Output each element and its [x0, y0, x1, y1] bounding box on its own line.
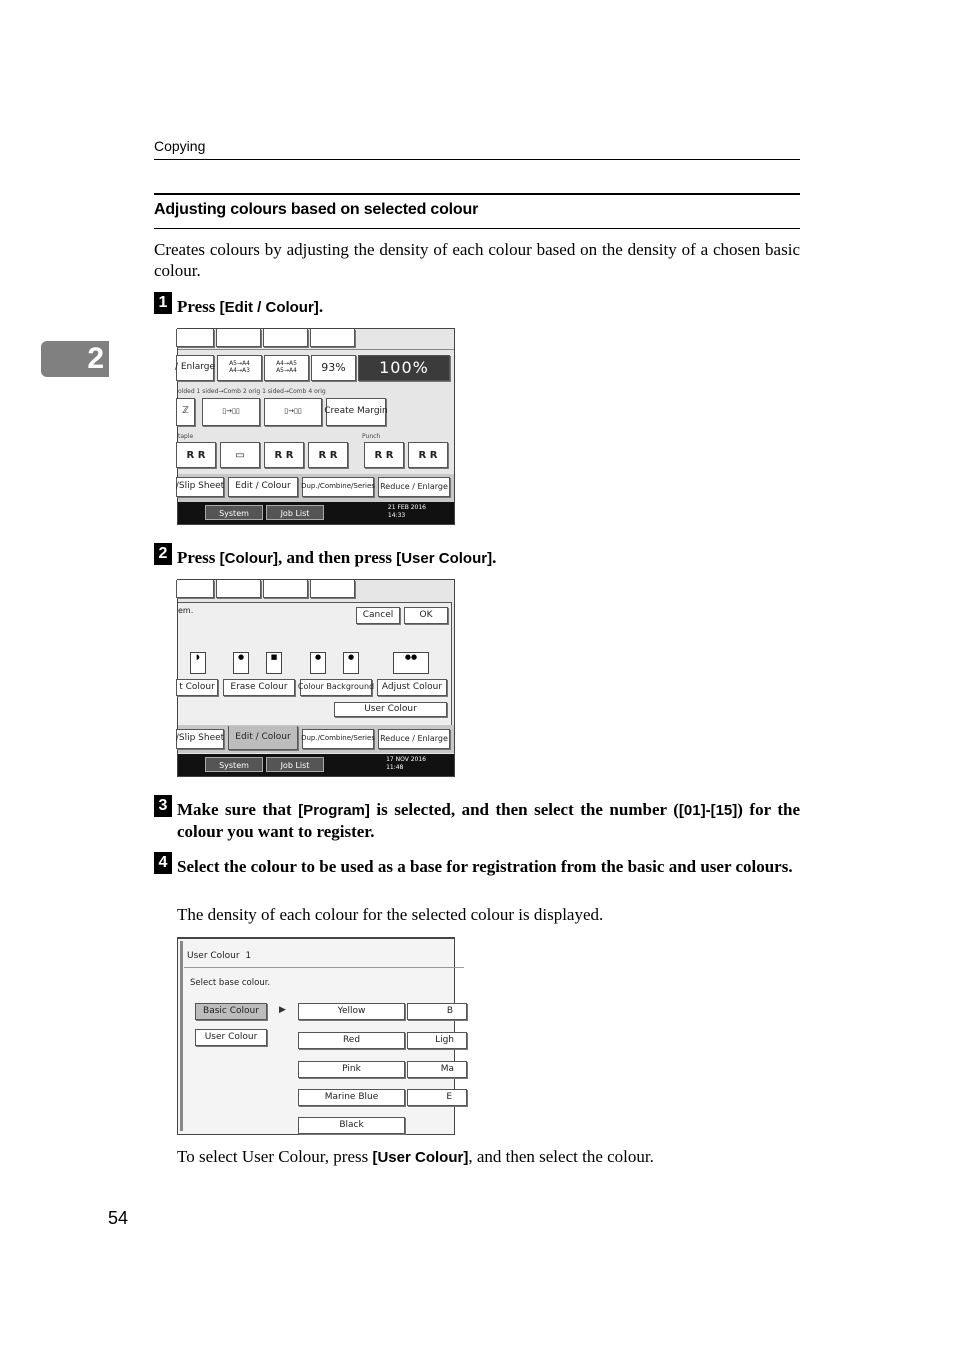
step-2-mid: , and then press — [277, 548, 397, 567]
step-3-text — [177, 799, 800, 842]
top-tab-3[interactable] — [263, 580, 308, 598]
section-top-rule — [154, 193, 800, 195]
job-list-button[interactable]: Job List — [266, 757, 324, 772]
colour-cut-button-3[interactable]: Ma — [407, 1061, 467, 1078]
section-title: Adjusting colours based on selected colour — [154, 201, 479, 218]
step-3-mid: is selected, and then select the number ( — [369, 800, 679, 819]
tab-edit-colour[interactable]: Edit / Colour — [228, 726, 298, 750]
closing-text — [177, 1146, 654, 1168]
fold-icon[interactable]: ℤ — [176, 398, 195, 426]
program-key: [Program] — [298, 802, 370, 819]
colour-cut-button-1[interactable]: B — [407, 1003, 467, 1020]
arrow-right-icon: ▶ — [279, 1005, 286, 1015]
top-tab-4[interactable] — [310, 580, 355, 598]
ratio-a5-a4-button[interactable]: A5→A4 A4→A3 — [217, 355, 262, 381]
closing-pre: To select User Colour, press — [177, 1147, 373, 1166]
system-status-button[interactable]: System Status — [205, 505, 263, 520]
erase-colour-icon: ● — [233, 652, 249, 674]
basic-colour-button[interactable]: Basic Colour — [195, 1003, 267, 1020]
adjust-colour-icon: ●● — [393, 652, 429, 674]
step-4-note: The density of each colour for the selected colour is displayed. — [177, 905, 604, 924]
tab-edit-colour[interactable]: Edit / Colour — [228, 477, 298, 497]
colour-marine-blue-button[interactable]: Marine Blue — [298, 1089, 405, 1106]
combine-label: olded 1 sided→Comb 2 orig 1 sided→Comb 4 orig — [178, 388, 326, 395]
ratio-100-button[interactable]: 100% — [358, 355, 450, 381]
step-2-pre: Press — [177, 548, 220, 567]
erase-result-icon: ■ — [266, 652, 282, 674]
tab-reduce-enlarge[interactable]: Reduce / Enlarge — [378, 477, 450, 497]
top-tab-4[interactable] — [310, 329, 355, 347]
step-1-post: . — [318, 297, 324, 316]
step-1-text — [177, 296, 800, 318]
edit-colour-key: [Edit / Colour] — [219, 299, 319, 316]
top-tab-1[interactable] — [176, 580, 214, 598]
colour-key: [Colour] — [219, 550, 278, 567]
step-1-number: 1 — [154, 292, 172, 314]
erase-colour-button[interactable]: Erase Colour — [223, 679, 295, 696]
punch-label: Punch — [362, 433, 381, 440]
user-colour-key: [User Colour] — [396, 550, 493, 567]
tab-slip-sheet[interactable]: /Slip Sheet — [176, 729, 224, 749]
background-result-icon: ● — [343, 652, 359, 674]
separator — [178, 349, 454, 350]
step-2-post: . — [492, 548, 497, 567]
adjust-colour-button[interactable]: Adjust Colour — [377, 679, 447, 696]
screen-user-colour — [177, 937, 455, 1135]
staple-button-4[interactable]: R R — [308, 442, 348, 468]
title-divider — [184, 967, 464, 968]
chapter-tab: 2 — [41, 341, 109, 377]
intro-paragraph: Creates colours by adjusting the density of each colour based on the density of a chosen basic colour. — [154, 240, 800, 280]
colour-yellow-button[interactable]: Yellow — [298, 1003, 405, 1020]
job-list-button[interactable]: Job List — [266, 505, 324, 520]
system-status-button[interactable]: System Status — [205, 757, 263, 772]
status-bar — [178, 502, 454, 533]
colour-black-button[interactable]: Black — [298, 1117, 405, 1134]
section-bottom-rule — [154, 228, 800, 229]
step-2-number: 2 — [154, 543, 172, 565]
status-datetime: 21 FEB 2016 14:33 — [387, 504, 426, 519]
punch-button-2[interactable]: R R — [408, 442, 448, 468]
ratio-93-button[interactable]: 93% — [311, 355, 356, 381]
user-colour-title: User Colour 1 — [187, 951, 252, 961]
top-tab-3[interactable] — [263, 329, 308, 347]
tab-slip-sheet[interactable]: /Slip Sheet — [176, 477, 224, 497]
create-margin-button[interactable]: Create Margin — [326, 398, 386, 426]
running-header: Copying — [154, 138, 206, 154]
step-2-text — [177, 547, 800, 569]
number-range-key: [01]-[15] — [678, 802, 738, 819]
select-base-prompt: Select base colour. — [190, 978, 271, 988]
ok-button[interactable]: OK — [404, 607, 448, 624]
colour-swatch-icon: ◗ — [190, 652, 206, 674]
closing-post: , and then select the colour. — [468, 1147, 654, 1166]
step-4-text: Select the colour to be used as a base for registration from the basic and user colours. — [177, 857, 793, 876]
top-tab-2[interactable] — [216, 580, 261, 598]
colour-button[interactable]: t Colour — [176, 679, 218, 696]
staple-label: taple — [178, 433, 194, 440]
punch-button-1[interactable]: R R — [364, 442, 404, 468]
user-colour-button[interactable]: User Colour — [195, 1029, 267, 1046]
top-tab-2[interactable] — [216, 329, 261, 347]
staple-button-3[interactable]: R R — [264, 442, 304, 468]
screen-edit-colour — [174, 328, 455, 533]
staple-button-2[interactable]: ▭ — [220, 442, 260, 468]
combine-2-button[interactable]: ▯→▯▯ — [202, 398, 260, 426]
dialog-text: em. — [178, 606, 194, 615]
background-icon: ● — [310, 652, 326, 674]
enlarge-button[interactable]: / Enlarge — [176, 355, 214, 381]
step-3-post: ) for the colour you want to register. — [177, 800, 800, 841]
step-3-number: 3 — [154, 795, 172, 817]
top-tab-1[interactable] — [176, 329, 214, 347]
page-number: 54 — [108, 1208, 129, 1228]
combine-4-button[interactable]: ▯→▯▯ — [264, 398, 322, 426]
colour-pink-button[interactable]: Pink — [298, 1061, 405, 1078]
header-rule — [154, 159, 800, 160]
colour-cut-button-2[interactable]: Ligh — [407, 1032, 467, 1049]
colour-red-button[interactable]: Red — [298, 1032, 405, 1049]
tab-dup-combine-series[interactable]: Dup./Combine/Series — [302, 729, 374, 749]
cancel-button[interactable]: Cancel — [356, 607, 400, 624]
colour-cut-button-4[interactable]: E — [407, 1089, 467, 1106]
staple-button-1[interactable]: R R — [176, 442, 216, 468]
tab-reduce-enlarge[interactable]: Reduce / Enlarge — [378, 729, 450, 749]
step-1-pre: Press — [177, 297, 220, 316]
tab-dup-combine-series[interactable]: Dup./Combine/Series — [302, 477, 374, 497]
step-4-number: 4 — [154, 852, 172, 874]
status-datetime: 17 NOV 2016 11:48 — [386, 756, 426, 771]
closing-user-colour-key: [User Colour] — [372, 1149, 469, 1166]
step-3-pre: Make sure that — [177, 800, 299, 819]
ratio-a4-a5-button[interactable]: A4→A5 A5→A4 — [264, 355, 309, 381]
status-bar — [178, 754, 454, 785]
screen-colour-menu — [175, 579, 455, 785]
user-colour-button[interactable]: User Colour — [334, 702, 447, 717]
colour-background-button[interactable]: Colour Background — [300, 679, 372, 696]
